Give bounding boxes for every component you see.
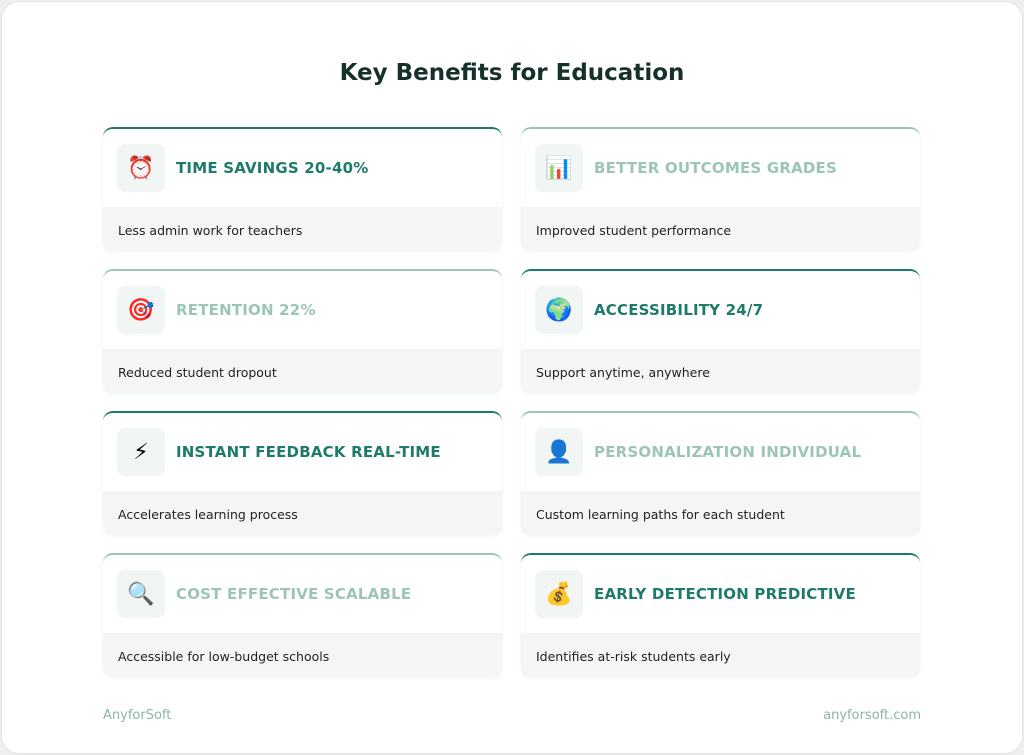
benefit-card [521, 411, 920, 535]
bar-chart-icon: 📊 [535, 144, 583, 192]
benefit-card [103, 269, 502, 393]
alarm-clock-icon: ⏰ [117, 144, 165, 192]
page-title: Key Benefits for Education [339, 60, 685, 86]
card-title: RETENTION 22% [176, 301, 316, 319]
card-header [103, 555, 502, 633]
card-title: COST EFFECTIVE SCALABLE [176, 585, 412, 603]
card-header [521, 129, 920, 207]
card-header [521, 271, 920, 349]
benefit-card [521, 269, 920, 393]
lightning-icon: ⚡ [117, 428, 165, 476]
card-title: BETTER OUTCOMES GRADES [594, 159, 838, 177]
card-description: Accelerates learning process [103, 491, 502, 535]
benefit-card [103, 411, 502, 535]
card-title: PERSONALIZATION INDIVIDUAL [594, 443, 862, 461]
footer-url[interactable]: anyforsoft.com [823, 708, 921, 723]
card-title: INSTANT FEEDBACK REAL-TIME [176, 443, 441, 461]
benefit-card [521, 127, 920, 251]
benefit-card [521, 553, 920, 677]
card-title: TIME SAVINGS 20-40% [176, 159, 369, 177]
card-description: Custom learning paths for each student [521, 491, 920, 535]
card-header [103, 271, 502, 349]
footer-brand: AnyforSoft [103, 708, 172, 723]
card-header [103, 129, 502, 207]
card-header [521, 555, 920, 633]
target-icon: 🎯 [117, 286, 165, 334]
globe-icon: 🌍 [535, 286, 583, 334]
benefit-card [103, 553, 502, 677]
user-icon: 👤 [535, 428, 583, 476]
card-description: Identifies at-risk students early [521, 633, 920, 677]
card-description: Accessible for low-budget schools [103, 633, 502, 677]
card-description: Support anytime, anywhere [521, 349, 920, 393]
money-bag-icon: 💰 [535, 570, 583, 618]
card-description: Improved student performance [521, 207, 920, 251]
card-description: Less admin work for teachers [103, 207, 502, 251]
card-description: Reduced student dropout [103, 349, 502, 393]
magnifier-icon: 🔍 [117, 570, 165, 618]
card-title: EARLY DETECTION PREDICTIVE [594, 585, 856, 603]
benefit-card [103, 127, 502, 251]
card-header [103, 413, 502, 491]
card-header [521, 413, 920, 491]
card-title: ACCESSIBILITY 24/7 [594, 301, 764, 319]
